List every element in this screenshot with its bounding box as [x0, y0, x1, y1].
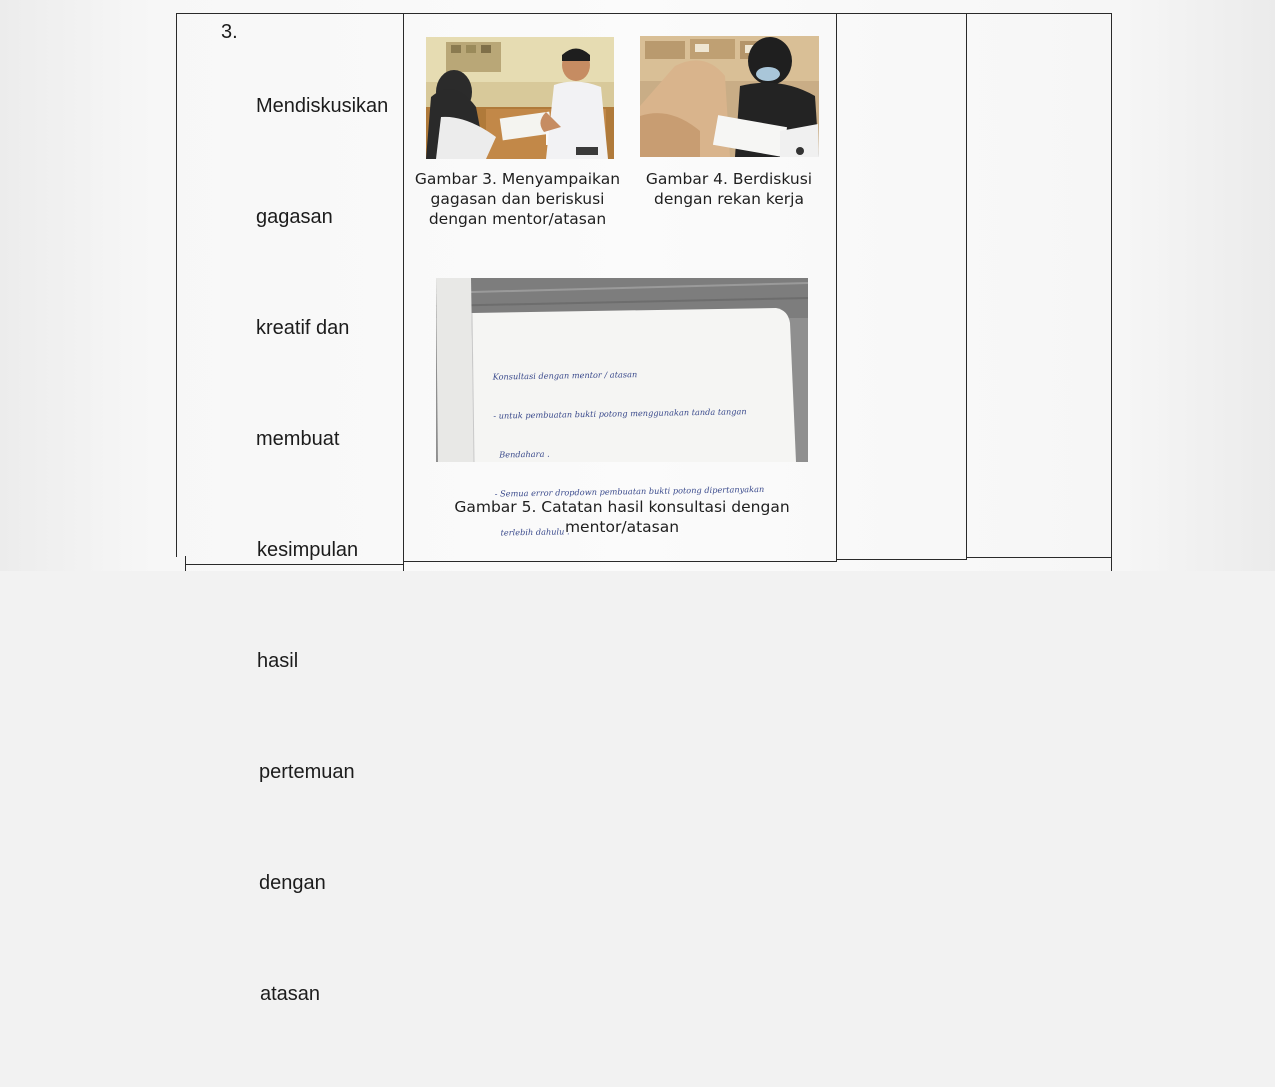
figure-3-caption: Gambar 3. Menyampaikan gagasan dan beriskusi dengan mentor/atasan [414, 170, 621, 228]
activity-line: gagasan [256, 206, 333, 228]
photo-mentor-discussion [426, 37, 614, 159]
activity-line: hasil [257, 650, 299, 672]
table-right-border [1111, 13, 1112, 571]
activity-line: Mendiskusikan [256, 95, 389, 117]
activity-line: membuat [256, 428, 340, 450]
column-divider-2 [836, 13, 837, 561]
activity-number: 3. [221, 21, 238, 43]
note-line: Bendahara . [493, 448, 550, 460]
figure-4-caption: Gambar 4. Berdiskusi dengan rekan kerja [645, 170, 813, 208]
row-divider-right-a [836, 559, 967, 560]
note-line: terlebih dahulu . [495, 526, 570, 538]
activity-line: kreatif dan [256, 317, 350, 339]
table-left-border-upper [176, 13, 177, 557]
activity-text [256, 14, 388, 1087]
photo-colleague-discussion [640, 36, 819, 157]
column-divider-3 [966, 13, 967, 559]
note-line: - Semua error dropdown pembuatan bukti potong dipertanyakan [494, 483, 765, 499]
activity-line: atasan [260, 983, 321, 1005]
activity-line: kesimpulan [257, 539, 359, 561]
note-line: - untuk pembuatan bukti potong menggunakan tanda tangan [493, 406, 747, 421]
figure-5-caption: Gambar 5. Catatan hasil konsultasi dengan mentor/atasan [454, 498, 790, 536]
column-divider-1 [403, 13, 404, 571]
activity-line: pertemuan [259, 761, 355, 783]
activity-line: dengan [259, 872, 326, 894]
row-divider-right-b [966, 557, 1112, 558]
note-line: Konsultasi dengan mentor / atasan [492, 369, 638, 382]
